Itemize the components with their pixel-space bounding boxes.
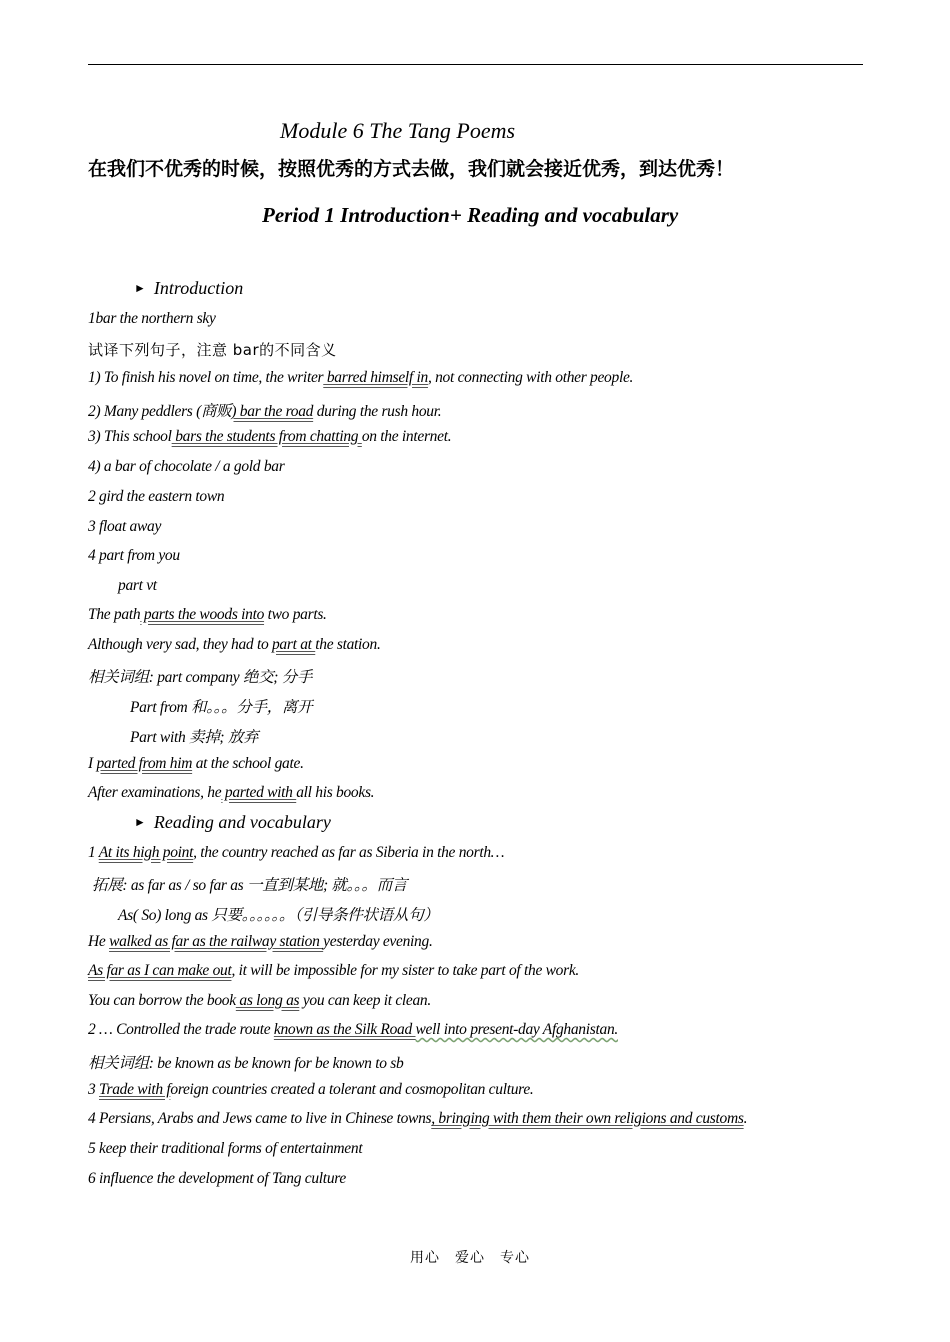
period-heading: Period 1 Introduction+ Reading and vocabulary xyxy=(262,203,679,227)
highlight-phrase: walked as far as the railway station xyxy=(109,933,324,950)
page-footer: 用心 爱心 专心 xyxy=(410,1250,530,1266)
highlight-phrase: As far as I can make out xyxy=(88,962,232,979)
example-sentence: 2 … Controlled the trade route known as the Silk Road well into present-day Afghanistan. xyxy=(88,1021,618,1038)
section-reading-vocabulary: ► Reading and vocabulary xyxy=(134,812,331,832)
text-line: 6 influence the development of Tang culture xyxy=(88,1170,347,1187)
triangle-bullet-icon: ► xyxy=(134,281,146,295)
example-sentence: 4 Persians, Arabs and Jews came to live in Chinese towns, bringing with them their own religions and customs. xyxy=(88,1110,748,1127)
text-line: 1bar the northern sky xyxy=(88,310,216,327)
text-line: 4) a bar of chocolate / a gold bar xyxy=(88,458,285,475)
highlight-phrase: barred himself in xyxy=(323,369,428,386)
highlight-phrase: Trade with f xyxy=(99,1081,171,1098)
text-line: 相关词组: part company 绝交; 分手 xyxy=(88,669,313,686)
example-sentence: 3 Trade with foreign countries created a tolerant and cosmopolitan culture. xyxy=(88,1081,534,1098)
example-sentence: The path parts the woods into two parts. xyxy=(88,606,327,623)
highlight-phrase: part at xyxy=(271,636,316,653)
highlight-phrase: , bringing with them their own religions and customs xyxy=(431,1110,744,1127)
text-line: Part from 和。。。分手，离开 xyxy=(130,699,313,716)
text-line: 4 part from you xyxy=(88,547,180,564)
header-rule xyxy=(88,64,863,65)
text-line: 相关词组: be known as be known for be known to sb xyxy=(88,1055,404,1072)
highlight-phrase: At its high point xyxy=(98,844,194,861)
triangle-bullet-icon: ► xyxy=(134,815,146,829)
text-line: 3 float away xyxy=(88,518,162,535)
highlight-phrase: known as the Silk Road xyxy=(273,1021,416,1038)
example-sentence: After examinations, he parted with all his books. xyxy=(88,784,375,801)
example-sentence: 3) This school bars the students from chatting on the internet. xyxy=(88,428,452,445)
example-sentence: Although very sad, they had to part at the station. xyxy=(88,636,381,653)
example-sentence: 1) To finish his novel on time, the writer barred himself in, not connecting with other people. xyxy=(88,369,634,386)
example-sentence: 2) Many peddlers (商贩) bar the road during the rush hour. xyxy=(88,403,442,420)
highlight-phrase: parted from him xyxy=(96,755,193,772)
highlight-phrase: as long as xyxy=(235,992,300,1009)
highlight-phrase: bars the students from chatting xyxy=(171,428,362,445)
example-sentence: 1 At its high point, the country reached as far as Siberia in the north… xyxy=(88,844,505,861)
highlight-phrase: parted with xyxy=(221,784,297,801)
text-line: 试译下列句子，注意 bar的不同含义 xyxy=(88,341,337,359)
text-line: 2 gird the eastern town xyxy=(88,488,225,505)
example-sentence: As far as I can make out, it will be impossible for my sister to take part of the work. xyxy=(88,962,579,979)
example-sentence: I parted from him at the school gate. xyxy=(88,755,304,772)
example-sentence: You can borrow the book as long as you can keep it clean. xyxy=(88,992,431,1009)
page-title: Module 6 The Tang Poems xyxy=(280,118,516,143)
text-line: part vt xyxy=(118,577,157,594)
motto: 在我们不优秀的时候，按照优秀的方式去做，我们就会接近优秀，到达优秀！ xyxy=(88,158,735,180)
example-sentence: He walked as far as the railway station yesterday evening. xyxy=(88,933,433,950)
highlight-phrase: parts the woods into xyxy=(140,606,265,623)
text-line: Part with 卖掉; 放弃 xyxy=(130,729,259,746)
text-line: 拓展: as far as / so far as 一直到某地; 就。。。而言 xyxy=(92,877,408,894)
text-line: As( So) long as 只要。。。。。。（引导条件状语从句） xyxy=(118,907,439,924)
highlight-phrase: ) bar the road xyxy=(231,403,314,420)
section-introduction: ► Introduction xyxy=(134,278,244,298)
text-line: 5 keep their traditional forms of entertainment xyxy=(88,1140,363,1157)
